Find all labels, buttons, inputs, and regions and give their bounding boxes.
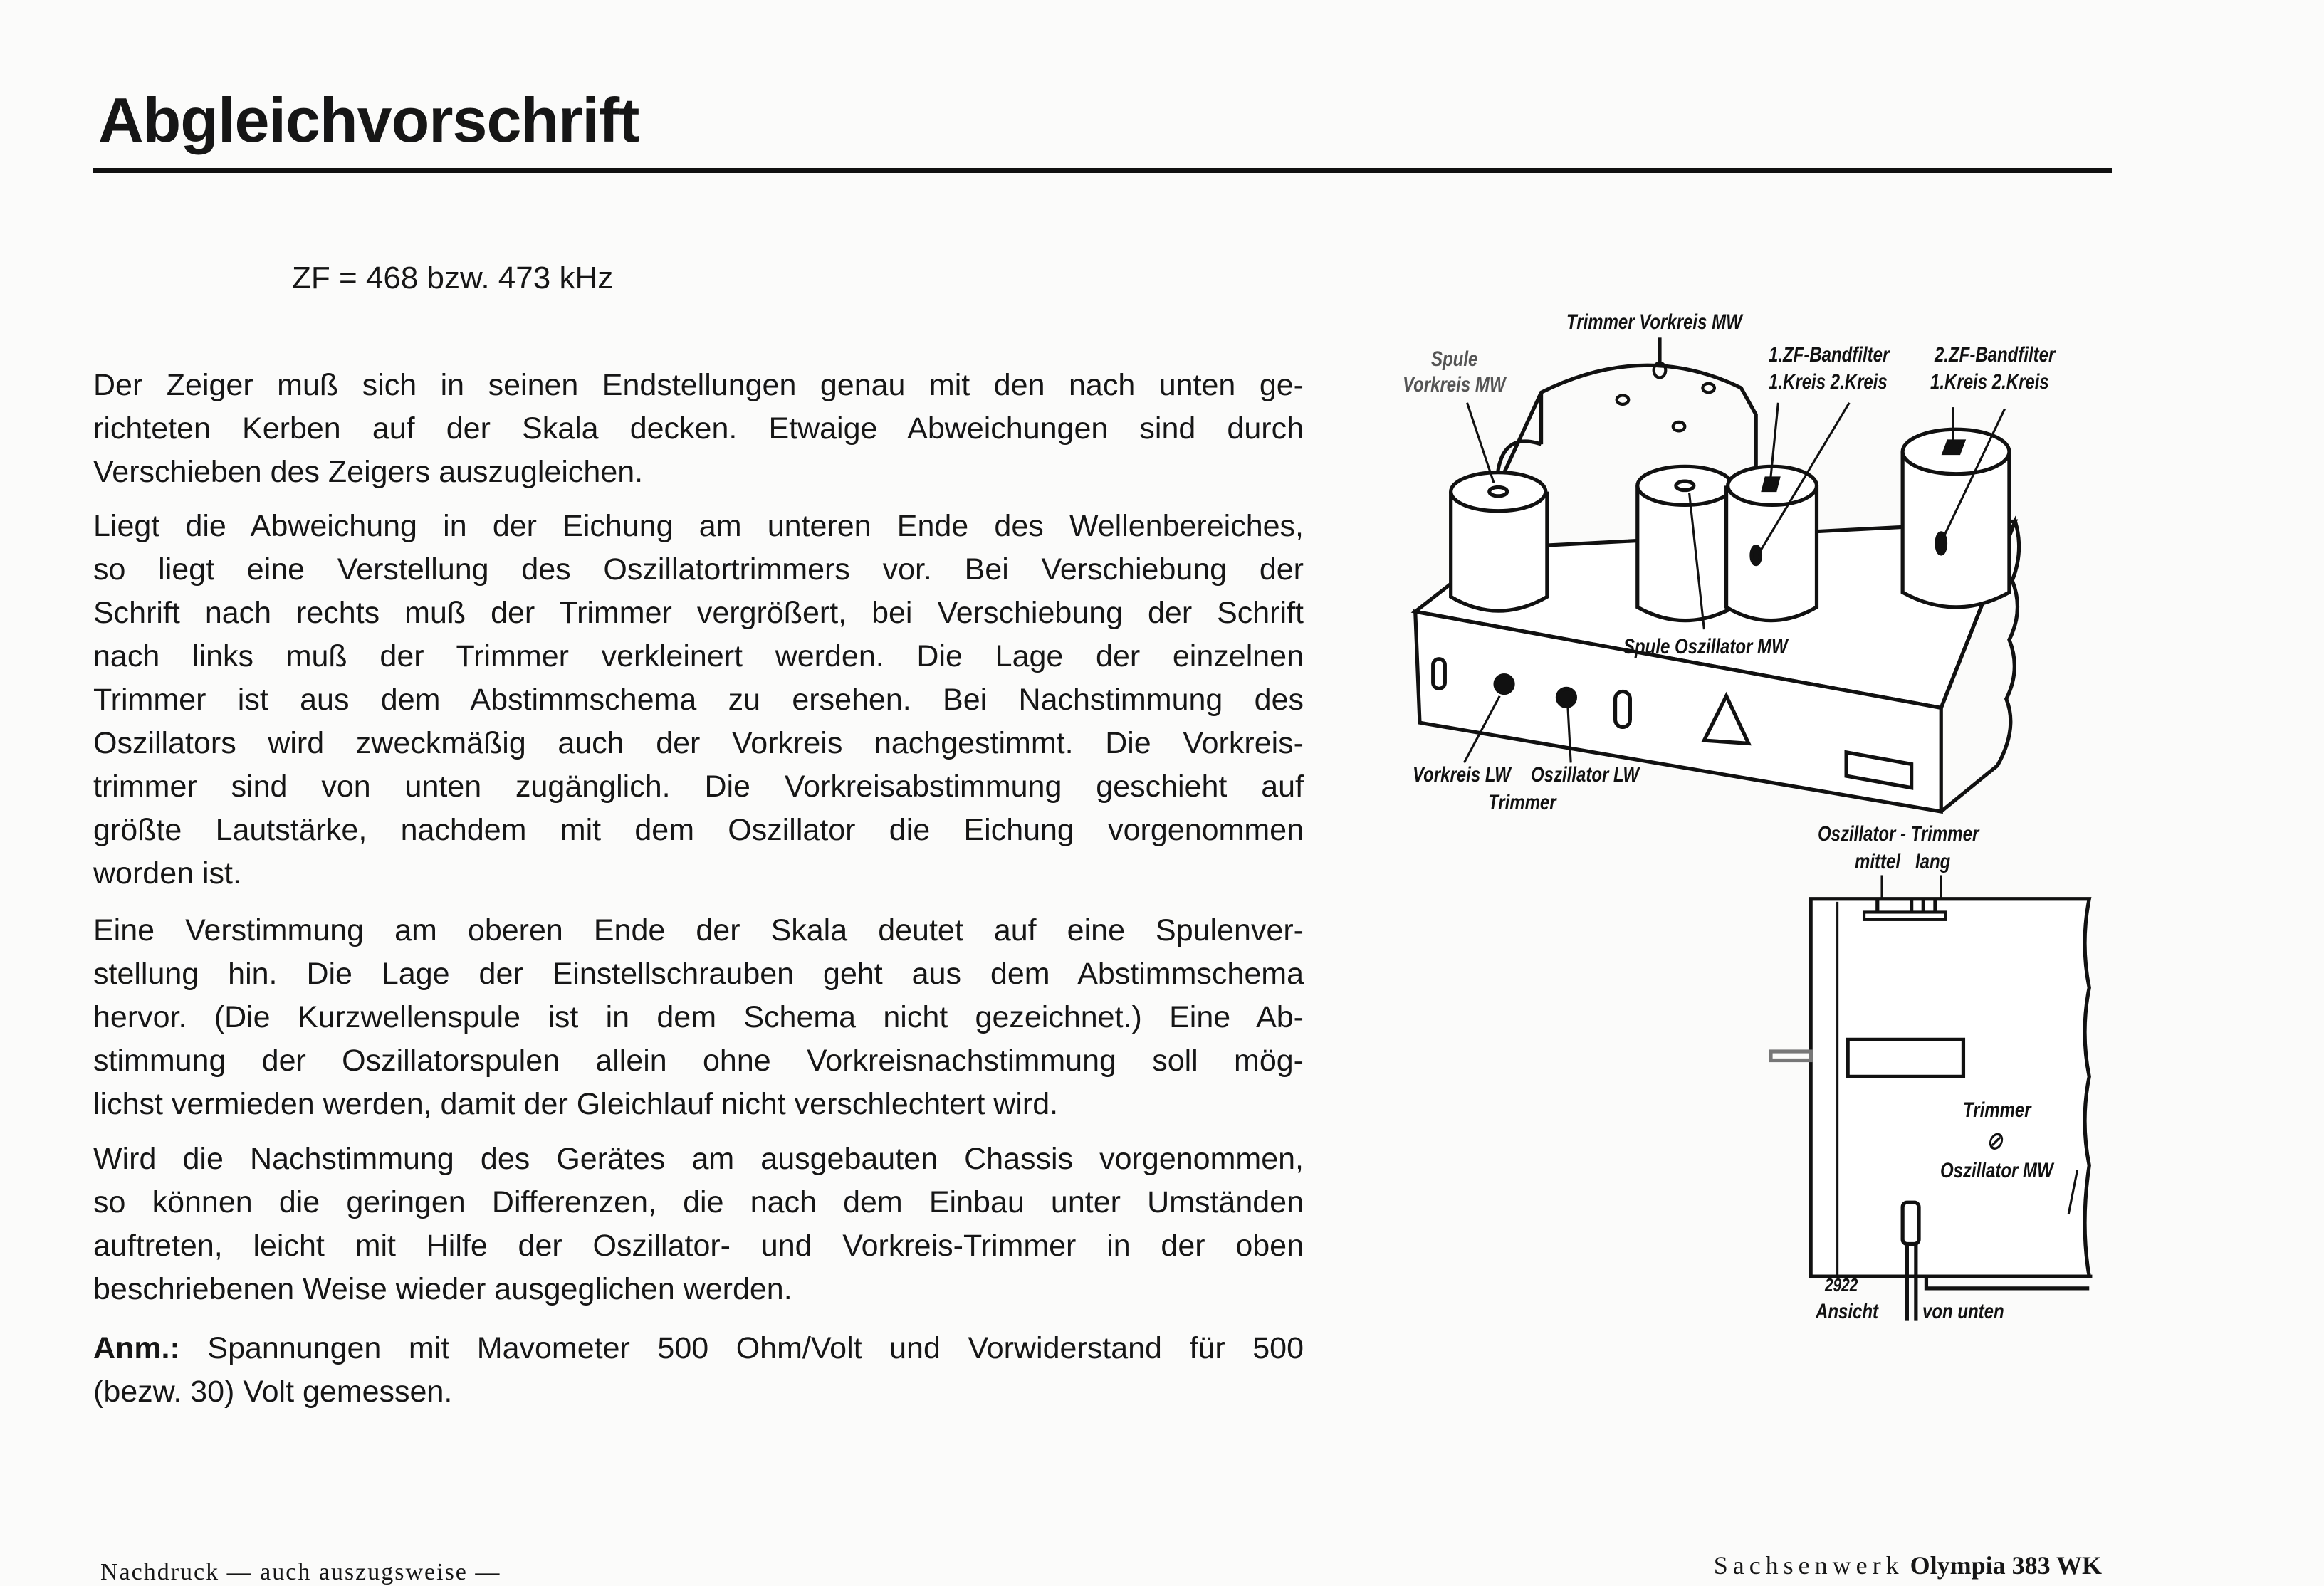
footer-model-name: Olympia 383 WK	[1910, 1551, 2102, 1580]
zf2-filter	[1902, 429, 2009, 607]
paragraph-line: stimmung der Oszillatorspulen allein ohne Vorkreisnachstimmung soll mög-	[93, 1044, 1304, 1078]
footer-brand: Sachsenwerk	[1713, 1551, 1904, 1580]
label-mittel: mittel	[1855, 850, 1901, 873]
paragraph-line: lichst vermieden werden, damit der Gleichlauf nicht verschlechtert wird.	[93, 1087, 1059, 1121]
label-trimmer-vorkreis-mw: Trimmer Vorkreis MW	[1566, 310, 1742, 334]
label-von-unten: von unten	[1922, 1300, 2004, 1323]
note-line-2: (bezw. 30) Volt gemessen.	[93, 1375, 453, 1409]
label-ansicht: Ansicht	[1816, 1300, 1879, 1323]
label-zf1-bandfilter: 1.ZF-Bandfilter	[1769, 343, 1890, 367]
trimmer-slot-icon: ⊘	[1987, 1128, 2003, 1155]
label-zf1-kreise: 1.Kreis 2.Kreis	[1769, 370, 1888, 394]
paragraph-line: Schrift nach rechts muß der Trimmer vergrößert, bei Verschiebung der Schrift	[93, 596, 1304, 630]
label-spule: Spule	[1431, 347, 1478, 371]
label-spule-oszillator-mw: Spule Oszillator MW	[1623, 635, 1788, 658]
coil-vorkreis-mw	[1451, 473, 1547, 611]
zf1-filter	[1727, 466, 1817, 620]
paragraph-line: so liegt eine Verstellung des Oszillatortrimmers vor. Bei Verschiebung der	[93, 552, 1304, 587]
label-zf2-bandfilter: 2.ZF-Bandfilter	[1935, 343, 2056, 367]
label-oszillator-lw: Oszillator LW	[1531, 763, 1640, 787]
paragraph-line: worden ist.	[93, 856, 241, 891]
paragraph-line: stellung hin. Die Lage der Einstellschrauben geht aus dem Abstimmschema	[93, 957, 1304, 991]
bottom-view	[1771, 875, 2092, 1320]
paragraph-line: größte Lautstärke, nachdem mit dem Oszillator die Eichung vorgenommen	[93, 813, 1304, 847]
page-title: Abgleichvorschrift	[98, 85, 639, 155]
paragraph-line: Eine Verstimmung am oberen Ende der Skala deutet auf eine Spulenver-	[93, 913, 1304, 947]
figure-number: 2922	[1825, 1274, 1858, 1296]
label-oszillator-mw: Oszillator MW	[1940, 1159, 2053, 1182]
label-trimmer-mw: Trimmer	[1963, 1098, 2031, 1122]
paragraph-line: auftreten, leicht mit Hilfe der Oszillator- und Vorkreis-Trimmer in der oben	[93, 1229, 1304, 1263]
zf-frequency: ZF = 468 bzw. 473 kHz	[292, 261, 614, 295]
paragraph-line: Wird die Nachstimmung des Gerätes am ausgebauten Chassis vorgenommen,	[93, 1142, 1304, 1176]
note-text: Spannungen mit Mavometer 500 Ohm/Volt und Vorwiderstand für 500	[207, 1331, 1304, 1365]
paragraph-line: trimmer sind von unten zugänglich. Die Vorkreisabstimmung geschieht auf	[93, 770, 1304, 804]
paragraph-line: Liegt die Abweichung in der Eichung am unteren Ende des Wellenbereiches,	[93, 509, 1304, 543]
paragraph-line: Trimmer ist aus dem Abstimmschema zu ersehen. Bei Nachstimmung des	[93, 683, 1304, 717]
paragraph-line: Der Zeiger muß sich in seinen Endstellungen genau mit den nach unten ge-	[93, 368, 1304, 402]
label-zf2-kreise: 1.Kreis 2.Kreis	[1930, 370, 2049, 394]
footer-reprint-note: Nachdruck — auch auszugsweise —	[100, 1559, 501, 1585]
coil-oszillator-mw	[1638, 466, 1734, 620]
paragraph-line: Oszillators wird zweckmäßig auch der Vorkreis nachgestimmt. Die Vorkreis-	[93, 726, 1304, 760]
paragraph-line: hervor. (Die Kurzwellenspule ist in dem Schema nicht gezeichnet.) Eine Ab-	[93, 1000, 1304, 1034]
paragraph-line: beschriebenen Weise wieder ausgeglichen werden.	[93, 1272, 792, 1306]
label-trimmer-lw: Trimmer	[1488, 791, 1556, 814]
footer-model	[1714, 1550, 2102, 1580]
paragraph-line: nach links muß der Trimmer verkleinert werden. Die Lage der einzelnen	[93, 639, 1304, 673]
paragraph-line: Verschieben des Zeigers auszugleichen.	[93, 455, 644, 489]
note-label: Anm.:	[93, 1331, 180, 1365]
label-oszillator-trimmer: Oszillator - Trimmer	[1818, 822, 1979, 846]
label-vorkreis-mw: Vorkreis MW	[1403, 373, 1506, 397]
paragraph-line: so können die geringen Differenzen, die nach dem Einbau unter Umständen	[93, 1185, 1304, 1219]
paragraph-line: richteten Kerben auf der Skala decken. Etwaige Abweichungen sind durch	[93, 411, 1304, 446]
label-lang: lang	[1915, 850, 1951, 873]
label-vorkreis-lw: Vorkreis LW	[1413, 763, 1511, 787]
